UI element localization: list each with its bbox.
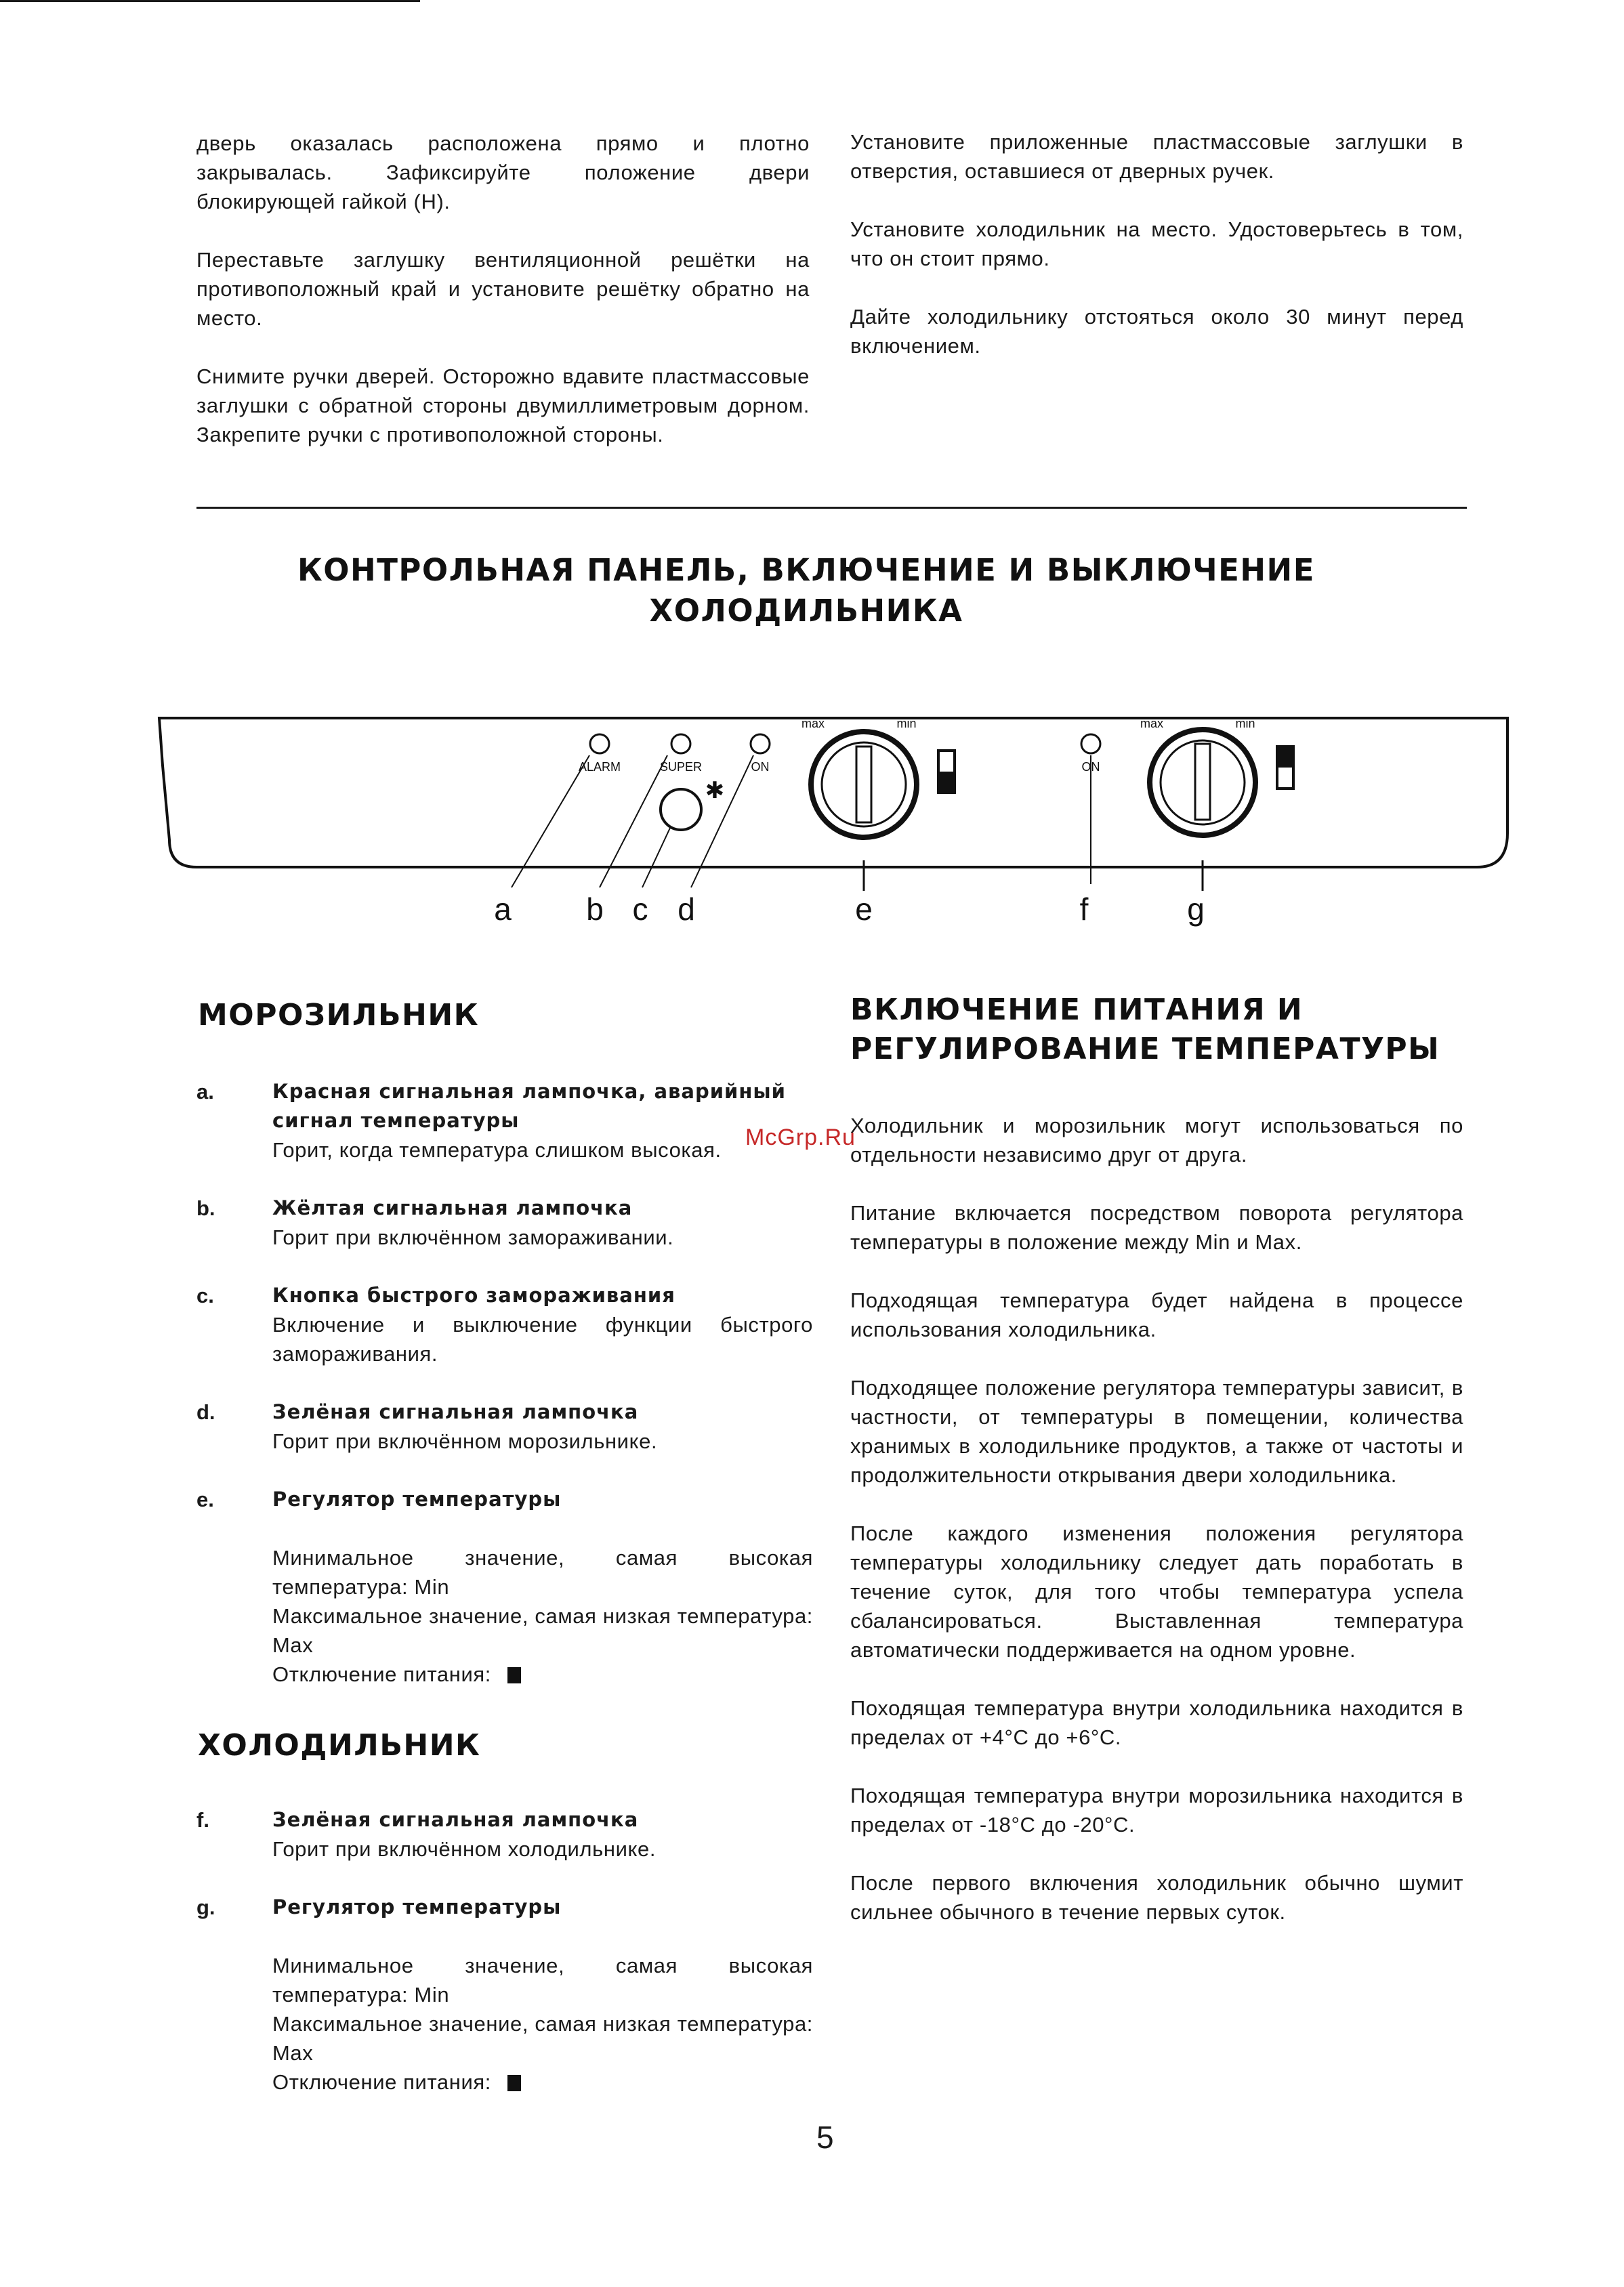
callout-letter-d: d [678,891,695,927]
super-label: SUPER [659,760,703,774]
item-letter: d. [196,1400,215,1424]
legend-item-d [196,1398,813,1456]
fridge-dial-knob [1195,744,1210,820]
off-square-icon [507,1667,521,1683]
legend-item-e [196,1485,813,1689]
top-right-paragraph: Установите приложенные пластмассовые заглушки в отверстия, оставшиеся от дверных ручек. [850,130,1463,183]
item-title: Регулятор температуры [272,1488,562,1511]
off-square-icon [507,2075,521,2091]
item-off-line [272,2068,813,2097]
section-title: КОНТРОЛЬНАЯ ПАНЕЛЬ, ВКЛЮЧЕНИЕ И ВЫКЛЮЧЕНИЕ ХОЛОДИЛЬНИКА [297,552,1315,629]
legend-item-f [196,1805,813,1864]
fridge-on-lamp [1081,734,1100,753]
item-text: Горит, когда температура слишком высокая. [272,1138,722,1162]
legend-item-g [196,1893,813,2097]
top-edge-rule [0,0,420,2]
fridge-on-label: ON [1081,760,1100,774]
item-letter: c. [196,1284,214,1307]
legend-item-a [196,1077,813,1165]
item-title: Регулятор температуры [272,1895,562,1918]
item-text: Горит при включённом замораживании. [272,1225,674,1249]
snowflake-icon: ✱ [705,777,725,804]
power-paragraph: После каждого изменения положения регулятора температуры холодильнику следует дать поработать в течение суток, для того чтобы температура успела сбалансироваться. Выставленная температура автоматически поддерживается на одном уровне. [850,1522,1463,1662]
item-max-text: Максимальное значение, самая низкая температура: Max [272,1604,813,1657]
callout-letter-f: f [1079,891,1089,927]
freezer-off-indicator-fill [938,772,955,793]
super-freeze-button [661,789,701,830]
freezer-dial-knob [856,747,871,822]
legend-item-b [196,1194,813,1252]
item-letter: f. [196,1808,209,1832]
item-letter: b. [196,1196,215,1220]
power-paragraph: После первого включения холодильник обычно шумит сильнее обычного в течение первых суток. [850,1871,1463,1924]
power-title-line: РЕГУЛИРОВАНИЕ ТЕМПЕРАТУРЫ [850,1032,1440,1066]
top-left-paragraph: Снимите ручки дверей. Осторожно вдавите пластмассовые заглушки с обратной стороны двумиллиметровым дорном. Закрепите ручки с противоположной стороны. [196,364,810,446]
item-min-text: Минимальное значение, самая высокая температура: Min [272,1954,813,2007]
top-right-paragraph: Дайте холодильнику отстояться около 30 минут перед включением. [850,305,1463,358]
item-text: Включение и выключение функции быстрого замораживания. [272,1313,813,1366]
item-off-line [272,1660,813,1689]
top-left-paragraph: Переставьте заглушку вентиляционной решётки на противоположный край и установите решётку обратно на место. [196,248,810,330]
alarm-label: ALARM [578,760,621,774]
alarm-lamp [590,734,609,753]
fridge-max-label: max [1140,717,1164,730]
item-title: Кнопка быстрого замораживания [272,1284,675,1307]
power-paragraph: Подходящая температура будет найдена в процессе использования холодильника. [850,1288,1463,1341]
legend-item-c [196,1281,813,1368]
fridge-min-label: min [1235,717,1255,730]
item-title: Зелёная сигнальная лампочка [272,1808,639,1831]
callout-letter-g: g [1187,891,1205,927]
freezer-max-label: max [801,717,825,730]
callout-letter-b: b [586,891,604,927]
power-title [850,990,1440,1069]
item-off-text: Отключение питания: [272,1662,491,1686]
super-lamp [671,734,690,753]
freezer-dial-inner [822,742,906,826]
freezer-title: МОРОЗИЛЬНИК [198,998,480,1032]
power-title-line: ВКЛЮЧЕНИЕ ПИТАНИЯ И [850,992,1304,1027]
freezer-on-lamp [751,734,770,753]
freezer-min-label: min [896,717,917,730]
fridge-dial-inner [1161,740,1245,824]
callout-letter-e: e [855,891,873,927]
callout-letter-c: c [632,891,648,927]
top-left-paragraph: дверь оказалась расположена прямо и плотно закрывалась. Зафиксируйте положение двери блокирующей гайкой (Н). [196,131,810,213]
item-title: Красная сигнальная лампочка, аварийный сигнал температуры [272,1080,786,1132]
item-letter: e. [196,1488,214,1511]
fridge-title: ХОЛОДИЛЬНИК [198,1728,481,1763]
power-paragraph: Походящая температура внутри холодильника находится в пределах от +4°C до +6°C. [850,1696,1463,1749]
item-max-text: Максимальное значение, самая низкая температура: Max [272,2012,813,2065]
item-text: Горит при включённом морозильнике. [272,1429,658,1453]
power-text-column [850,1111,1463,1956]
item-letter: a. [196,1080,214,1104]
item-title: Жёлтая сигнальная лампочка [272,1196,633,1219]
top-left-column [196,129,810,478]
freezer-on-label: ON [751,760,770,774]
power-paragraph: Походящая температура внутри морозильника находится в пределах от -18°C до -20°C. [850,1784,1463,1837]
top-right-paragraph: Установите холодильник на место. Удостоверьтесь в том, что он стоит прямо. [850,217,1463,270]
item-letter: g. [196,1895,215,1919]
fridge-off-indicator-fill [1277,747,1293,768]
power-paragraph: Питание включается посредством поворота регулятора температуры в положение между Min и Max. [850,1201,1463,1254]
callout-letter-a: a [494,891,512,927]
section-divider [196,507,1467,509]
item-title: Зелёная сигнальная лампочка [272,1400,639,1423]
item-min-text: Минимальное значение, самая высокая температура: Min [272,1546,813,1599]
item-text: Горит при включённом холодильнике. [272,1837,657,1861]
power-paragraph: Холодильник и морозильник могут использоваться по отдельности независимо друг от друга. [850,1114,1463,1167]
item-off-text: Отключение питания: [272,2070,491,2094]
watermark-text: McGrp.Ru [745,1125,856,1150]
power-paragraph: Подходящее положение регулятора температуры зависит, в частности, от температуры в помещении, количества хранимых в холодильнике продуктов, а также от частоты и продолжительности открывания двери холодильника. [850,1376,1463,1487]
top-right-column [850,127,1463,390]
callout-line-c [642,826,671,887]
control-panel-diagram [0,705,1624,948]
page-number: 5 [816,2120,834,2155]
